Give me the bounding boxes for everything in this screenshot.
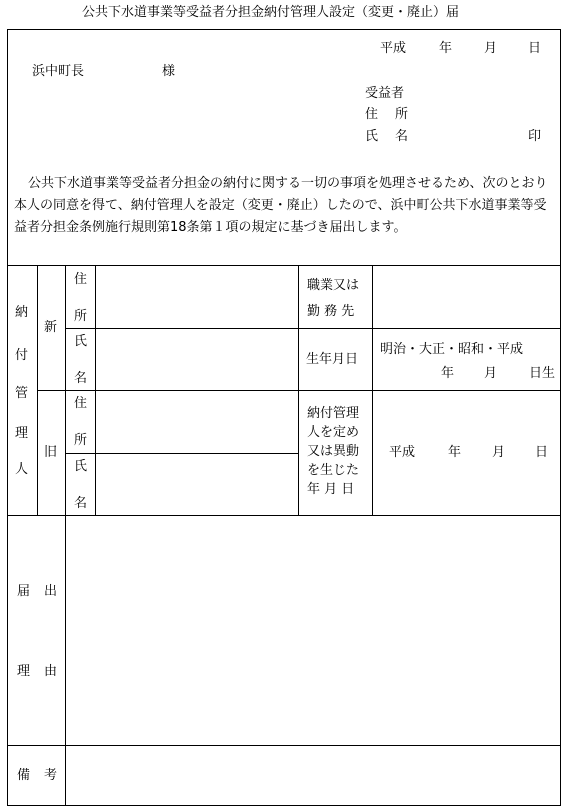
new-address-char-2: 所: [74, 309, 88, 324]
change-date-day: 日: [535, 445, 549, 460]
reason-top-line: [7, 515, 561, 516]
reason-label-char-2: 出: [44, 584, 58, 599]
birth-day: 日生: [529, 366, 556, 381]
birthdate-eras: 明治・大正・昭和・平成: [380, 342, 524, 357]
reason-label-char-1: 届: [17, 584, 31, 599]
reason-label-char-3: 理: [17, 664, 31, 679]
old-row-divider: [65, 453, 298, 454]
old-address-char-2: 所: [74, 433, 88, 448]
remarks-top-line: [7, 745, 561, 746]
date-month: 月: [484, 41, 498, 56]
new-label: 新: [44, 320, 58, 335]
table-top-line: [7, 265, 561, 266]
old-address-char-1: 住: [74, 396, 88, 411]
beneficiary-address-b: 所: [395, 107, 409, 122]
document-title: 公共下水道事業等受益者分担金納付管理人設定（変更・廃止）届: [82, 5, 460, 20]
new-address-char-1: 住: [74, 272, 88, 287]
date-year: 年: [439, 41, 453, 56]
new-row-divider: [65, 328, 561, 329]
change-date-label-line-1: 納付管理: [307, 406, 360, 421]
birthdate-label: 生年月日: [306, 352, 359, 367]
old-name-char-2: 名: [74, 496, 88, 511]
right-column-divider: [372, 265, 373, 515]
label-column-divider: [65, 265, 66, 806]
occupation-label-line-2: 勤 務 先: [307, 304, 355, 319]
remarks-label-char-1: 備: [17, 768, 31, 783]
beneficiary-name-b: 名: [395, 129, 409, 144]
new-old-divider: [37, 390, 561, 391]
middle-column-divider: [298, 265, 299, 515]
side-label-char-3: 管: [15, 386, 29, 401]
birth-year: 年: [441, 366, 455, 381]
new-name-char-1: 氏: [74, 334, 88, 349]
side-label-char-1: 納: [15, 305, 29, 320]
change-date-era: 平成: [389, 445, 416, 460]
honorific: 様: [162, 64, 176, 79]
change-date-label-line-2: 人を定め: [307, 425, 360, 440]
addressee: 浜中町長: [32, 64, 85, 79]
change-date-year: 年: [448, 445, 462, 460]
change-date-label-line-5: 年 月 日: [307, 482, 355, 497]
remarks-label-char-2: 考: [44, 768, 58, 783]
change-date-label-line-4: を生じた: [307, 463, 360, 478]
date-era: 平成: [380, 41, 407, 56]
reason-label-char-4: 由: [44, 664, 58, 679]
occupation-label-line-1: 職業又は: [307, 278, 360, 293]
side-label-divider: [37, 265, 38, 515]
field-label-divider: [95, 265, 96, 515]
change-date-label-line-3: 又は異動: [307, 444, 360, 459]
form-frame: [7, 29, 561, 806]
old-label: 旧: [44, 445, 58, 460]
side-label-char-4: 理: [15, 426, 29, 441]
date-day: 日: [528, 41, 542, 56]
beneficiary-address-a: 住: [365, 107, 379, 122]
old-name-char-1: 氏: [74, 459, 88, 474]
new-name-char-2: 名: [74, 371, 88, 386]
side-label-char-2: 付: [15, 348, 29, 363]
side-label-char-5: 人: [15, 462, 29, 477]
statement-paragraph: 公共下水道事業等受益者分担金の納付に関する一切の事項を処理させるため、次のとおり本人の同意を得て、納付管理人を設定（変更・廃止）したので、浜中町公共下水道事業等受益者分担金条例施行規則第18条第１項の規定に基づき届出します。: [14, 176, 548, 235]
seal-mark: 印: [528, 129, 542, 144]
beneficiary-label: 受益者: [365, 86, 405, 101]
change-date-month: 月: [492, 445, 506, 460]
birth-month: 月: [484, 366, 498, 381]
beneficiary-name-a: 氏: [365, 129, 379, 144]
